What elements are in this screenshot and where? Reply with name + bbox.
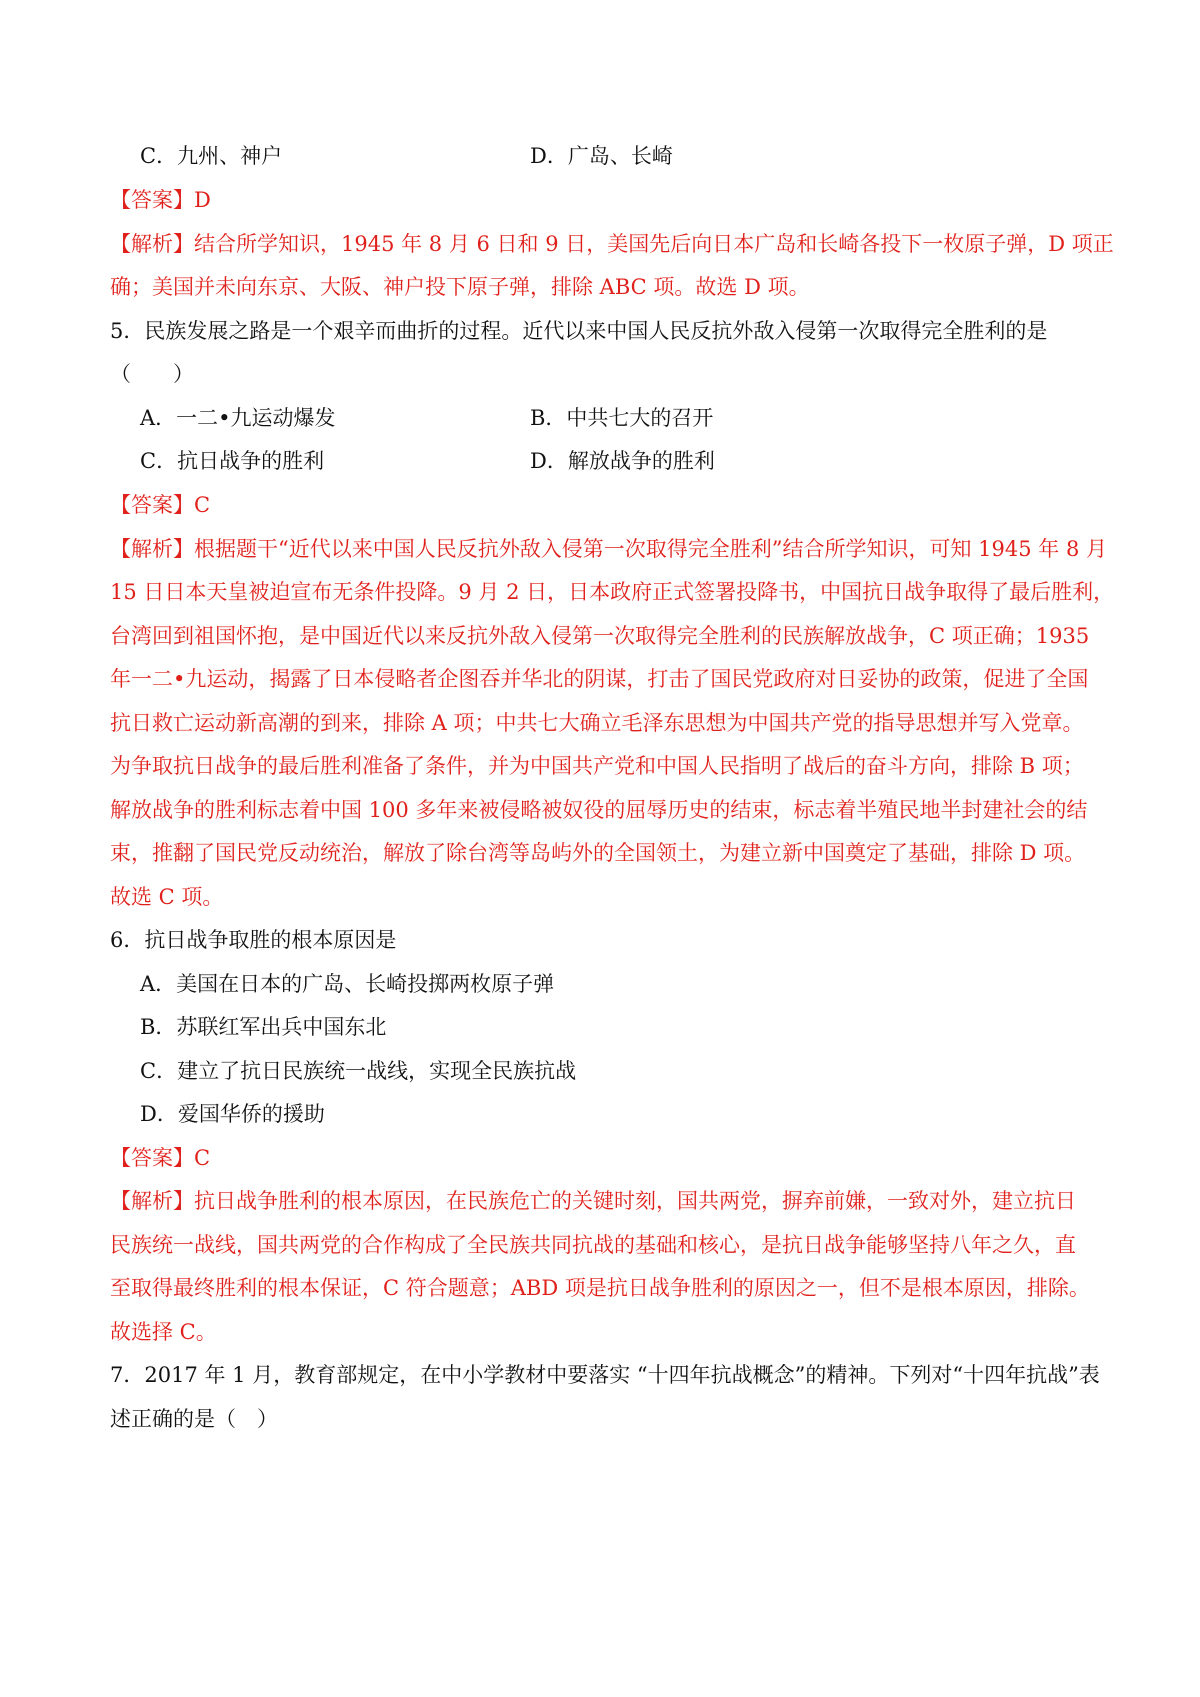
q6-option-b: B．苏联红军出兵中国东北 — [140, 1015, 387, 1039]
q4-answer — [110, 185, 1098, 215]
q4-option-c: C．九州、神户 — [140, 144, 283, 168]
q4-option-d: D．广岛、长崎 — [530, 144, 673, 168]
analysis-tag: 【解析】 — [110, 232, 194, 256]
answer-tag: 【答案】 — [110, 188, 194, 212]
analysis-text: 抗日战争胜利的根本原因，在民族危亡的关键时刻，国共两党，摒弃前嫌，一致对外，建立抗日 — [194, 1189, 1076, 1213]
q5-analysis-line-2: 15 日日本天皇被迫宣布无条件投降。9 月 2 日，日本政府正式签署投降书，中国抗日战争取得了最后胜利， — [110, 580, 1115, 604]
analysis-tag: 【解析】 — [110, 1189, 194, 1213]
q5-analysis-line-3: 台湾回到祖国怀抱，是中国近代以来反抗外敌入侵第一次取得完全胜利的民族解放战争，C 项正确；1935 — [110, 624, 1090, 648]
q5-analysis-line-1 — [110, 534, 1107, 564]
q6-option-a: A．美国在日本的广岛、长崎投掷两枚原子弹 — [140, 972, 555, 996]
analysis-tag: 【解析】 — [110, 537, 194, 561]
answer-value: C — [194, 1146, 211, 1170]
q5-analysis-line-7: 解放战争的胜利标志着中国 100 多年来被侵略被奴役的屈辱历史的结束，标志着半殖民地半封建社会的结 — [110, 798, 1088, 822]
q6-answer — [110, 1143, 1098, 1173]
q6-stem: 6．抗日战争取胜的根本原因是 — [110, 928, 397, 952]
q5-stem: 5．民族发展之路是一个艰辛而曲折的过程。近代以来中国人民反抗外敌入侵第一次取得完全胜利的是 — [110, 319, 1048, 343]
q5-answer — [110, 490, 1098, 520]
q5-analysis-line-4: 年一二•九运动，揭露了日本侵略者企图吞并华北的阴谋，打击了国民党政府对日妥协的政策，促进了全国 — [110, 667, 1089, 691]
answer-value: D — [194, 188, 211, 212]
q6-option-d: D．爱国华侨的援助 — [140, 1102, 325, 1126]
q5-option-c: C．抗日战争的胜利 — [140, 449, 325, 473]
q5-analysis-line-9: 故选 C 项。 — [110, 885, 224, 909]
q5-paren: （ ） — [110, 362, 194, 386]
q6-analysis-line-4: 故选择 C。 — [110, 1320, 217, 1344]
q5-option-a: A．一二•九运动爆发 — [140, 406, 336, 430]
q7-stem-line-2: 述正确的是（ ） — [110, 1407, 278, 1431]
q4-analysis-line-2: 确；美国并未向东京、大阪、神户投下原子弹，排除 ABC 项。故选 D 项。 — [110, 275, 810, 299]
q6-analysis-line-3: 至取得最终胜利的根本保证，C 符合题意；ABD 项是抗日战争胜利的原因之一，但不是根本原因，排除。 — [110, 1276, 1090, 1300]
q6-analysis-line-1 — [110, 1186, 1098, 1216]
q6-option-c: C．建立了抗日民族统一战线，实现全民族抗战 — [140, 1059, 577, 1083]
answer-tag: 【答案】 — [110, 1146, 194, 1170]
q4-options-row — [140, 141, 1040, 171]
q5-analysis-line-5: 抗日救亡运动新高潮的到来，排除 A 项；中共七大确立毛泽东思想为中国共产党的指导思想并写入党章。 — [110, 711, 1084, 735]
answer-value: C — [194, 493, 211, 517]
q5-analysis-line-6: 为争取抗日战争的最后胜利准备了条件，并为中国共产党和中国人民指明了战后的奋斗方向，排除 B 项； — [110, 754, 1084, 778]
analysis-text: 根据题干“近代以来中国人民反抗外敌入侵第一次取得完全胜利”结合所学知识，可知 1945 年 8 月 — [194, 537, 1107, 561]
q4-analysis-line-1 — [110, 229, 1114, 259]
q5-options-row-1 — [140, 403, 1040, 433]
analysis-text: 结合所学知识，1945 年 8 月 6 日和 9 日，美国先后向日本广岛和长崎各投下一枚原子弹，D 项正 — [194, 232, 1114, 256]
q6-analysis-line-2: 民族统一战线，国共两党的合作构成了全民族共同抗战的基础和核心，是抗日战争能够坚持八年之久，直 — [110, 1233, 1076, 1257]
answer-tag: 【答案】 — [110, 493, 194, 517]
q5-analysis-line-8: 束，推翻了国民党反动统治，解放了除台湾等岛屿外的全国领土，为建立新中国奠定了基础，排除 D 项。 — [110, 841, 1086, 865]
q5-option-d: D．解放战争的胜利 — [530, 449, 715, 473]
q5-options-row-2 — [140, 446, 1040, 476]
q5-option-b: B．中共七大的召开 — [530, 406, 714, 430]
q7-stem-line-1: 7．2017 年 1 月，教育部规定，在中小学教材中要落实 “十四年抗战概念”的精神。下列对“十四年抗战”表 — [110, 1363, 1100, 1387]
